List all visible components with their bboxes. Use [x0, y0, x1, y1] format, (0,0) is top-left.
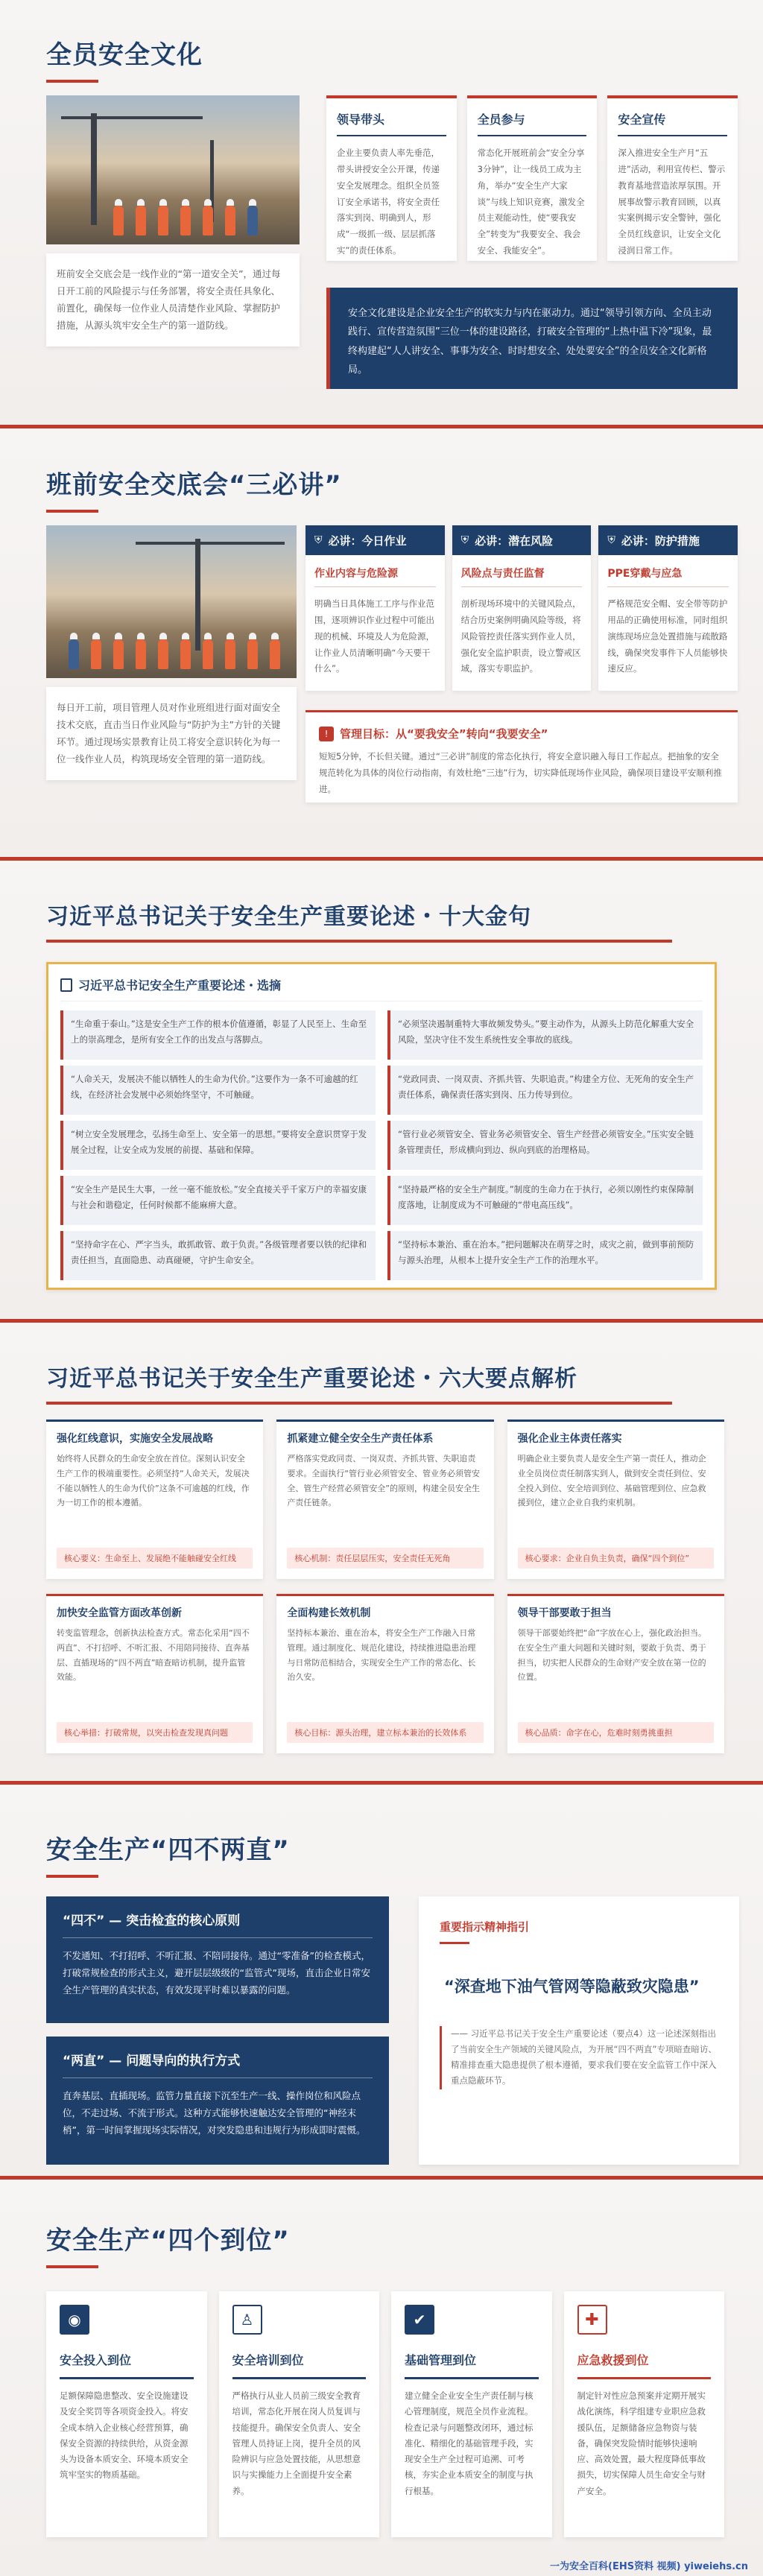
key-quote: “深查地下油气管网等隐蔽致灾隐患” — [444, 1978, 700, 1996]
card-title: 必讲：潜在风险 — [475, 534, 554, 548]
title-underline — [46, 2265, 98, 2268]
card-title: 应急救援到位 — [577, 2353, 649, 2367]
point-card — [507, 1420, 724, 1579]
box-title: — 问题导向的执行方式 — [109, 2054, 241, 2069]
quote-item — [387, 1176, 703, 1225]
document-icon — [60, 978, 72, 992]
in-place-card — [564, 2291, 725, 2537]
card-subtitle: PPE穿戴与应急 — [607, 566, 729, 587]
two-directs-box — [46, 2037, 389, 2165]
quote-item — [60, 1066, 376, 1115]
photo-caption: 班前安全交底会是一线作业的“第一道安全关”，通过每日开工前的风险提示与任务部署，将安全责任具象化、前置化，确保每一位作业人员清楚作业风险、掌握防护措施，从源头筑牢安全生产的第一道防线。 — [57, 268, 281, 332]
section-four-in-place — [0, 2176, 763, 2576]
quote-text: “坚持最严格的安全生产制度。”制度的生命力在于执行，必须以刚性约束保障制度落地，让制度成为不可触碰的“带电高压线”。 — [398, 1184, 694, 1210]
title-underline — [46, 1402, 672, 1405]
four-nos-box — [46, 1896, 389, 2023]
quote-item — [60, 1010, 376, 1060]
card-title: 基础管理到位 — [405, 2353, 477, 2367]
card-text: 始终将人民群众的生命安全放在首位。深刻认识安全生产工作的极端重要性。必须坚持“人命关天，发展决不能以牺牲人的生命为代价”这条不可逾越的红线，作为一切工作的根本遵循。 — [57, 1454, 250, 1508]
section-title: 安全生产“四个到位” — [46, 2226, 290, 2256]
photo-caption: 每日开工前，项目管理人员对作业班组进行面对面安全技术交底，直击当日作业风险与“防护为主”方针的关键环节。通过现场实景教育让员工将安全意识转化为每一位一线作业人员，构筑现场安全管理的第一道防线。 — [57, 702, 281, 765]
core-chip: 核心举措：打破常规，以突击检查发现真问题 — [57, 1722, 253, 1743]
section-safety-culture — [0, 0, 763, 425]
section-title: 习近平总书记关于安全生产重要论述・六大要点解析 — [46, 1366, 577, 1392]
person-icon: ♙ — [232, 2305, 262, 2335]
card-text: 明确企业主要负责人是安全生产第一责任人，推动企业全员岗位责任制落实到人，做到安全责任到位、安全投入到位、安全培训到位、基础管理到位、应急救援到位，建立企业自我约束机制。 — [517, 1454, 706, 1508]
card-text: 严格落实党政同责、一岗双责、齐抓共管、失职追责要求。全面执行“管行业必须管安全、管业务必须管安全、管生产经营必须管安全”的原则，构建全员安全生产责任链条。 — [287, 1454, 481, 1508]
card-text: 坚持标本兼治、重在治本，将安全生产工作融入日常管理。通过制度化、规范化建设，持续推进隐患治理与日常防范相结合，实现安全生产工作的常态化、长治久安。 — [287, 1628, 476, 1683]
section-four-nos — [0, 1781, 763, 2176]
point-card — [276, 1420, 493, 1579]
card-title: 全面构建长效机制 — [287, 1607, 371, 1619]
card-text: 深入推进安全生产月“五进”活动，利用宣传栏、警示教育基地营造浓厚氛围。开展事故警示教育回顾，以真实案例揭示安全警钟，强化全员红线意识，让安全文化浸润日常工作。 — [618, 148, 726, 256]
quote-text: “生命重于泰山。”这是安全生产工作的根本价值遵循，彰显了人民至上、生命至上的崇高理念，是所有安全工作的出发点与落脚点。 — [71, 1019, 367, 1045]
must-talk-card — [598, 525, 738, 691]
quotes-box — [46, 962, 717, 1290]
card-text: 足额保障隐患整改、安全设施建设及安全奖罚等各项资金投入。将安全成本纳入企业核心经营预算，确保安全资源的持续供给，从资金源头为设备本质安全、环境本质安全筑牢坚实的物质基础。 — [60, 2390, 189, 2481]
card-text: 领导干部要始终把“命”字放在心上，强化政治担当。在安全生产重大问题和关键时刻，要敢于负责、勇于担当，切实把人民群众的生命财产安全放在第一位的位置。 — [517, 1628, 707, 1683]
in-place-card — [219, 2291, 380, 2537]
clipboard-check-icon: ✔ — [405, 2305, 434, 2335]
title-underline — [46, 940, 672, 943]
point-card — [507, 1594, 724, 1753]
card-title: 强化企业主体责任落实 — [517, 1433, 622, 1445]
site-photo — [46, 525, 297, 678]
point-card — [46, 1594, 263, 1753]
point-card — [276, 1594, 493, 1753]
quote-item — [60, 1121, 376, 1170]
piggy-bank-icon: ◉ — [60, 2305, 89, 2335]
summary-box — [326, 288, 738, 389]
shield-icon: ⛨ — [607, 534, 615, 546]
quote-text: “坚持命字在心、严字当头，敢抓敢管、敢于负责。”各级管理者要以铁的纪律和责任担当，直面隐患、动真碰硬，守护生命安全。 — [71, 1239, 367, 1265]
card-title: 强化红线意识，实施安全发展战略 — [57, 1433, 213, 1445]
quote-item — [387, 1066, 703, 1115]
must-talk-card — [305, 525, 445, 691]
quote-item — [387, 1231, 703, 1280]
card-text: 常态化开展班前会“安全分享3分钟”，让一线员工成为主角，举办“安全生产大家谈”与线上知识竞赛，激发全员主观能动性，使“要我安全”转变为“我要安全、我会安全、我能安全”。 — [477, 148, 585, 256]
card-text: 制定针对性应急预案并定期开展实战化演练，科学组建专业职应急救援队伍，足额储备应急物资与装备，确保突发险情时能够快速响应、高效处置，最大程度降低事故损失，切实保障人员生命安全与财产安全。 — [577, 2390, 706, 2496]
shield-icon: ⛨ — [460, 534, 469, 546]
culture-card — [467, 95, 598, 261]
goal-text: 短短5分钟，不长但关键。通过“三必讲”制度的常态化执行，将安全意识融入每日工作起点。把抽象的安全规范转化为具体的岗位行动指南，有效杜绝“三违”行为，切实降低现场作业风险，确保项目建设平安顺利推进。 — [319, 751, 722, 794]
title-underline — [46, 510, 98, 513]
box-title: — 突击检查的核心原则 — [109, 1914, 241, 1928]
in-place-card — [46, 2291, 207, 2537]
box-title-quote: “两直” — [63, 2054, 105, 2069]
card-title: 必讲：今日作业 — [328, 534, 407, 548]
goal-title: 管理目标：从“要我安全”转向“我要安全” — [340, 727, 548, 741]
quote-text: “坚持标本兼治、重在治本。”把问题解决在萌芽之时，成灾之前，做到事前预防与源头治理，从根本上提升安全生产工作的治理水平。 — [398, 1239, 694, 1265]
quote-item — [60, 1231, 376, 1280]
box-text: 直奔基层、直插现场。监管力量直接下沉至生产一线、操作岗位和风险点位，不走过场、不流于形式。这种方式能够快速触达安全管理的“神经末梢”，第一时间掌握现场实际情况，对突发隐患和违规行为形成即时震慑。 — [63, 2090, 366, 2136]
culture-card — [607, 95, 738, 261]
card-title: 抓紧建立健全安全生产责任体系 — [287, 1433, 434, 1445]
card-title: 必讲：防护措施 — [621, 534, 700, 548]
card-text: 严格执行从业人员前三级安全教育培训，常态化开展在岗人员复训与技能提升。确保安全负责人、安全管理人员持证上岗，提升全员的风险辨识与应急处置技能，从思想意识与实操能力上全面提升安全素养。 — [232, 2390, 361, 2496]
card-text: 建立健全企业安全生产责任制与核心管理制度，规范全员作业流程。检查记录与问题整改闭环，通过标准化、精细化的基础管理手段，实现安全生产全过程可追溯、可考核，夯实企业本质安全的制度与执行根基。 — [405, 2390, 534, 2496]
card-text: 剖析现场环境中的关键风险点，结合历史案例明确风险等级，将风险管控责任落实到作业人员，强化安全监护职责，设立警戒区域，落实专职监护。 — [460, 598, 581, 674]
point-card — [46, 1420, 263, 1579]
section-briefing — [0, 425, 763, 857]
card-title: 安全培训到位 — [232, 2353, 304, 2367]
quote-text: “必须坚决遏制重特大事故频发势头。”要主动作为，从源头上防范化解重大安全风险，坚决守住不发生系统性安全事故的底线。 — [398, 1019, 694, 1045]
card-text: 明确当日具体施工工序与作业范围，逐项辨识作业过程中可能出现的机械、环境及人为危险源，让作业人员清晰明确“今天要干什么”。 — [314, 598, 434, 674]
core-chip: 核心要求：企业自负主负责，确保“四个到位” — [518, 1548, 714, 1569]
section-title: 班前安全交底会“三必讲” — [46, 470, 342, 500]
core-chip: 核心品质：命字在心，危难时刻勇挑重担 — [518, 1722, 714, 1743]
card-title: 加快安全监管方面改革创新 — [57, 1607, 182, 1619]
card-subtitle: 风险点与责任监督 — [461, 566, 583, 587]
section-title: 全员安全文化 — [46, 40, 203, 70]
quote-text: “人命关天，发展决不能以牺牲人的生命为代价。”这要作为一条不可逾越的红线，在经济社会发展中必须始终坚守，不可触碰。 — [71, 1074, 358, 1100]
alert-icon: ! — [319, 727, 334, 741]
box-text: 不发通知、不打招呼、不听汇报、不陪同接待。通过“零准备”的检查模式，打破常规检查的形式主义，避开层层级级的“监管式”现场，直击企业日常安全生产管理的真实状态，有效发现平时难以暴露的问题。 — [63, 1950, 370, 1996]
in-place-card — [391, 2291, 552, 2537]
guidance-label: 重要指示精神指引 — [440, 1920, 530, 1934]
footer-text: 一为安全百科(EHS资料 视频) yiweiehs.cn — [550, 2560, 748, 2572]
section-six-points — [0, 1319, 763, 1781]
quote-text: “党政同责、一岗双责、齐抓共管、失职追责。”构建全方位、无死角的安全生产责任体系，确保责任落实到岗、压力传导到位。 — [398, 1074, 694, 1100]
shield-icon: ⛨ — [314, 534, 323, 546]
section-title: 习近平总书记关于安全生产重要论述・十大金句 — [46, 904, 531, 930]
core-chip: 核心机制：责任层层压实，安全责任无死角 — [287, 1548, 483, 1569]
core-chip: 核心要义：生命至上、发展绝不能触碰安全红线 — [57, 1548, 253, 1569]
guidance-card — [419, 1896, 739, 2165]
goal-box — [305, 710, 738, 803]
summary-text: 安全文化建设是企业安全生产的软实力与内在驱动力。通过“领导引领方向、全员主动践行、宣传营造氛围”三位一体的建设路径，打破安全管理的“上热中温下冷”现象，最终构建起“人人讲安全、事事为安全、时时想安全、处处要安全”的全员安全文化新格局。 — [348, 308, 712, 376]
card-text: 转变监管理念，创新执法检查方式。常态化采用“四不两直”、不打招呼、不听汇报、不用陪同接待、直奔基层、直插现场的“四不两直”暗查暗访机制，提升监管效能。 — [57, 1628, 250, 1683]
footer-watermark — [0, 2554, 763, 2576]
section-title: 安全生产“四不两直” — [46, 1835, 290, 1865]
section-ten-quotes — [0, 857, 763, 1319]
core-chip: 核心目标：源头治理，建立标本兼治的长效体系 — [287, 1722, 483, 1743]
quote-item — [387, 1121, 703, 1170]
title-underline — [46, 80, 98, 83]
card-title: 安全宣传 — [618, 113, 666, 127]
site-photo — [46, 95, 300, 244]
culture-card — [326, 95, 457, 261]
quote-item — [387, 1010, 703, 1060]
card-title: 领导干部要敢于担当 — [517, 1607, 612, 1619]
title-underline — [46, 1875, 98, 1878]
card-subtitle: 作业内容与危险源 — [314, 566, 436, 587]
quote-text: “树立安全发展理念，弘扬生命至上、安全第一的思想。”要将安全意识贯穿于发展全过程，让安全成为发展的前提、基础和保障。 — [71, 1129, 367, 1155]
card-text: 严格规范安全帽、安全带等防护用品的正确使用标准，同时组织演练现场应急处置措施与疏散路线，确保突发事件下人员能够快速反应。 — [607, 598, 728, 674]
card-title: 全员参与 — [477, 113, 525, 127]
first-aid-icon: ✚ — [577, 2305, 607, 2335]
card-title: 领导带头 — [337, 113, 385, 127]
guidance-note: —— 习近平总书记关于安全生产重要论述（要点4）这一论述深刻指出了当前安全生产领域的关键风险点，为开展“四不两直”专项暗查暗访、精准排查重大隐患提供了根本遵循，要求我们要在安全监管工作中深入重点隐蔽环节。 — [440, 2026, 718, 2089]
quote-text: “安全生产是民生大事，一丝一毫不能放松。”安全直接关乎千家万户的幸福安康与社会和谐稳定，任何时候都不能麻痹大意。 — [71, 1184, 367, 1210]
box-title-quote: “四不” — [63, 1914, 105, 1928]
card-title: 安全投入到位 — [60, 2353, 132, 2367]
quotes-box-title: 习近平总书记安全生产重要论述・选摘 — [78, 978, 282, 993]
card-text: 企业主要负责人率先垂范，带头讲授安全公开课，传递安全发展理念。组织全员签订安全承诺书，将安全责任落实到岗、明确到人，形成“一级抓一级、层层抓落实”的责任体系。 — [337, 148, 440, 256]
quote-item — [60, 1176, 376, 1225]
quote-text: “管行业必须管安全、管业务必须管安全、管生产经营必须管安全。”压实安全链条管理责任，形成横向到边、纵向到底的治理格局。 — [398, 1129, 694, 1155]
must-talk-card — [452, 525, 592, 691]
